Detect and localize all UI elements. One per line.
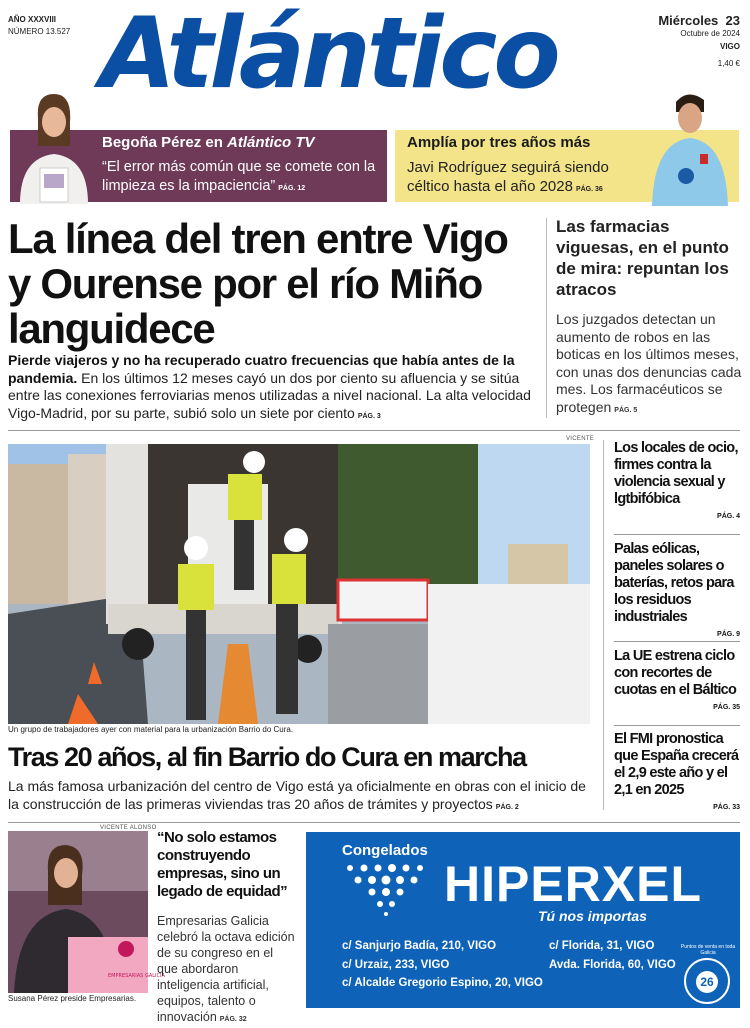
ad-badge-number: 26: [696, 971, 718, 993]
side-headline[interactable]: Las farmacias viguesas, en el punto de mira: repuntan los atracos: [556, 217, 729, 299]
main-lead-bold: Pierde viajeros y no ha recuperado cuatro frecuencias que había antes de la pandemia.: [8, 352, 515, 386]
number-label: NÚMERO 13.527: [8, 27, 71, 36]
ad-address: c/ Sanjurjo Badía, 210, VIGO: [342, 940, 497, 952]
ad-address: c/ Alcalde Gregorio Espino, 20, VIGO: [342, 977, 543, 989]
ad-brand: HIPERXEL: [444, 856, 703, 912]
main-lead-text: En los últimos 12 meses cayó un dos por ciento su afluencia y se sitúa entre las conexiones ferroviarias menos utilizadas a nivel nacional. La alta velocidad Vigo-Madrid, por su parte, subió solo un siete por ciento: [8, 369, 531, 421]
teaser-right-text-body: Javi Rodríguez seguirá siendo céltico hasta el año 2028: [407, 159, 609, 195]
section-divider: [8, 430, 740, 431]
brief-divider: [614, 641, 740, 642]
side-text-body: Los juzgados detectan un aumento de robos en las boticas en los últimos meses, con unas dos denuncias cada mes. Los farmacéuticos se protegen: [556, 311, 742, 415]
date-info: [630, 14, 740, 70]
ad-badge: [684, 958, 730, 1004]
brief-page: PÁG. 9: [717, 631, 740, 638]
brief-item[interactable]: [614, 731, 740, 816]
photo-text: [8, 777, 593, 817]
snowflake-dots-icon: [342, 862, 438, 916]
teaser-left-title-text: Begoña Pérez en: [102, 134, 228, 151]
begona-perez-photo: [10, 88, 94, 204]
photo-headline[interactable]: Tras 20 años, al fin Barrio do Cura en marcha: [8, 742, 526, 772]
bottom-text: [157, 913, 295, 1028]
teaser-left-title-em: Atlántico TV: [227, 134, 315, 151]
date-line: [630, 14, 740, 27]
brief-headline: Los locales de ocio, firmes contra la violencia sexual y lgtbifóbica: [614, 440, 738, 507]
month-year: Octubre de 2024: [680, 29, 740, 38]
bottom-photo-credit: VICENTE ALONSO: [100, 825, 157, 831]
column-divider: [546, 218, 547, 418]
main-headline[interactable]: La línea del tren entre Vigo y Ourense por el río Miño languidece: [8, 215, 508, 352]
side-page: PÁG. 5: [614, 406, 638, 414]
bottom-page: PÁG. 32: [219, 1016, 247, 1023]
main-page: PÁG. 3: [357, 412, 381, 420]
brief-page: PÁG. 33: [713, 804, 740, 811]
bottom-text-body: Empresarias Galicia celebró la octava edición de su congreso en el que abordaron inteligencia artificial, equipos, talento o innovación: [157, 914, 295, 1024]
ad-address: c/ Urzaiz, 233, VIGO: [342, 959, 450, 971]
main-lead: [8, 352, 538, 425]
photo-page: PÁG. 2: [495, 804, 519, 811]
brief-headline: El FMI pronostica que España crecerá el 2,9 este año y el 2,1 en 2025: [614, 731, 739, 798]
photo-caption: Un grupo de trabajadores ayer con material para la urbanización Barrio do Cura.: [8, 725, 294, 734]
ad-address: c/ Florida, 31, VIGO: [549, 940, 655, 952]
main-photo-workers[interactable]: [8, 444, 590, 724]
ad-pre: Congelados: [342, 842, 428, 859]
brief-divider: [614, 534, 740, 535]
teaser-left-title: [102, 134, 315, 151]
teaser-right-title: Amplía por tres años más: [407, 134, 591, 151]
newspaper-logo[interactable]: Atlántico: [100, 0, 557, 111]
brief-item[interactable]: [614, 648, 740, 716]
teaser-right-page: PÁG. 36: [575, 186, 603, 193]
ad-address: Avda. Florida, 60, VIGO: [549, 959, 676, 971]
side-text: [556, 311, 742, 419]
teaser-left-page: PÁG. 12: [278, 185, 306, 192]
teaser-left-quote-text: “El error más común que se comete con la limpieza es la impaciencia”: [102, 159, 376, 194]
brief-page: PÁG. 35: [713, 704, 740, 711]
city: VIGO: [719, 42, 740, 51]
teaser-right-text: [407, 158, 647, 199]
javi-rodriguez-photo: [648, 88, 732, 206]
teaser-left-quote: [102, 158, 382, 198]
price: 1,40 €: [717, 59, 740, 68]
bottom-photo-caption: Susana Pérez preside Empresarias.: [8, 994, 137, 1003]
brief-page: PÁG. 4: [717, 513, 740, 520]
ad-badge-text: Puntos de venta en toda Galicia: [680, 944, 736, 956]
brief-headline: Palas eólicas, paneles solares o baterías, retos para los residuos industriales: [614, 541, 734, 625]
brief-headline: La UE estrena ciclo con recortes de cuotas en el Báltico: [614, 648, 737, 698]
day: 23: [725, 13, 740, 28]
podium-text: EMPRESARIAS GALICIA: [108, 973, 165, 979]
photo-text-body: La más famosa urbanización del centro de Vigo está ya oficialmente en obras con el inicio de la construcción de las primeras viviendas tras 20 años de trámites y proyectos: [8, 778, 586, 812]
weekday: Miércoles: [658, 13, 719, 28]
brief-divider: [614, 725, 740, 726]
bottom-headline[interactable]: “No solo estamos construyendo empresas, sino un legado de equidad”: [157, 829, 288, 900]
briefs-divider: [603, 440, 604, 810]
susana-perez-photo[interactable]: [8, 831, 165, 993]
bottom-divider: [8, 822, 740, 823]
year-label: AÑO XXXVIII: [8, 15, 57, 24]
edition-info: [8, 14, 70, 38]
brief-item[interactable]: [614, 541, 740, 643]
photo-credit: VICENTE: [566, 436, 595, 442]
hiperxel-ad[interactable]: [306, 832, 740, 1008]
ad-slogan: Tú nos importas: [538, 908, 647, 924]
brief-item[interactable]: [614, 440, 740, 525]
